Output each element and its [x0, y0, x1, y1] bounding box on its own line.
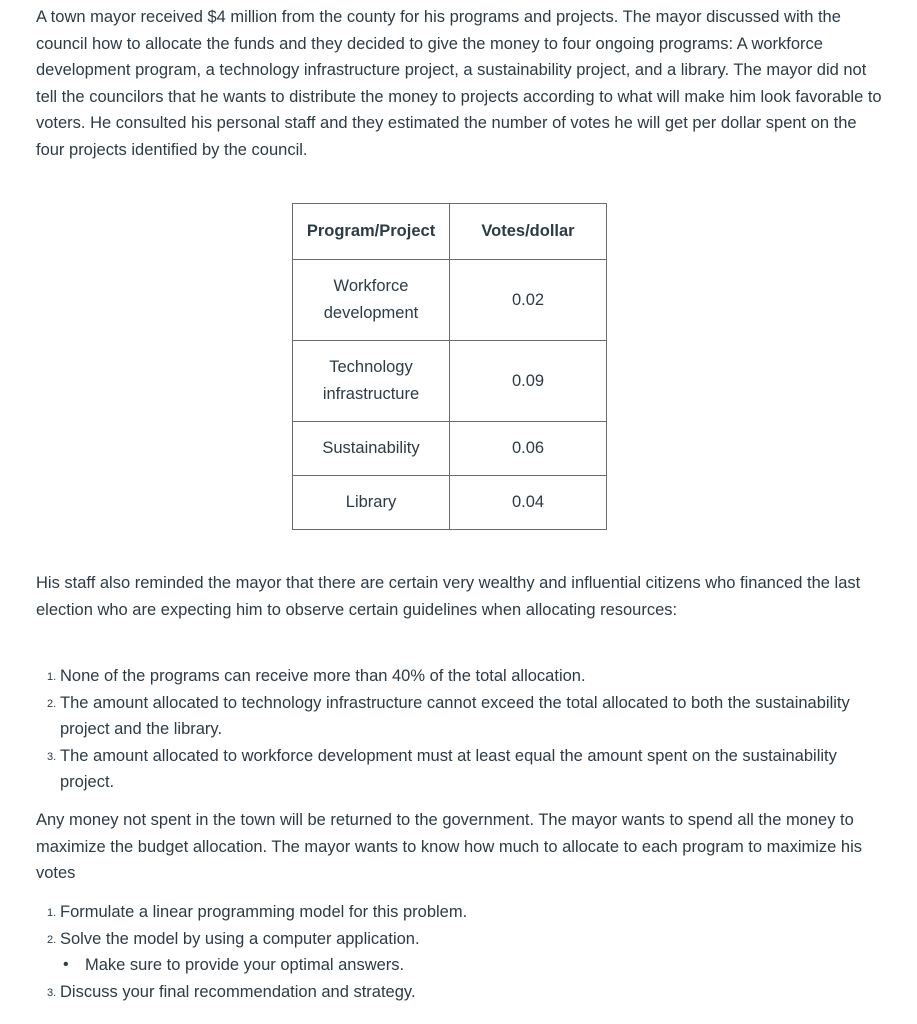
- list-number: 1.: [47, 907, 57, 919]
- list-item: [0, 899, 850, 926]
- list-item-text: Solve the model by using a computer application.: [60, 929, 420, 948]
- list-item: [0, 663, 850, 690]
- votes-cell: 0.02: [450, 260, 607, 341]
- list-number: 3.: [47, 750, 57, 763]
- program-cell: Library: [293, 476, 450, 530]
- votes-cell: 0.06: [450, 422, 607, 476]
- sub-list: [60, 952, 850, 979]
- sub-list-item: [60, 952, 875, 979]
- list-item: [0, 926, 850, 979]
- tasks-list: [0, 899, 850, 1005]
- header-votes: Votes/dollar: [450, 204, 607, 260]
- votes-cell: 0.09: [450, 341, 607, 422]
- list-item-text: None of the programs can receive more than 40% of the total allocation.: [60, 667, 586, 685]
- list-item-text: The amount allocated to technology infrastructure cannot exceed the total allocated to both the sustainability project and the library.: [60, 693, 850, 739]
- table-header-row: [293, 204, 607, 260]
- list-item: [0, 690, 850, 743]
- staff-note-paragraph: His staff also reminded the mayor that there are certain very wealthy and influential citizens who financed the last election who are expecting him to observe certain guidelines when allocating resources:: [36, 574, 861, 619]
- sub-list-item-text: Make sure to provide your optimal answers.: [85, 956, 405, 975]
- table-row: [293, 476, 607, 530]
- list-item-text: The amount allocated to workforce development must at least equal the amount spent on the sustainability project.: [60, 746, 837, 792]
- votes-cell: 0.04: [450, 476, 607, 530]
- list-item: [0, 979, 850, 1006]
- program-cell: Sustainability: [293, 422, 450, 476]
- program-cell: Technology infrastructure: [293, 341, 450, 422]
- closing-paragraph: Any money not spent in the town will be returned to the government. The mayor wants to spend all the money to maximize the budget allocation. The mayor wants to know how much to allocate to each program to maximize his votes: [36, 811, 863, 883]
- table-row: [293, 260, 607, 341]
- list-number: 2.: [47, 697, 57, 710]
- table-row: [293, 422, 607, 476]
- bullet-icon: •: [63, 956, 69, 974]
- list-item-text: Formulate a linear programming model for this problem.: [60, 903, 468, 921]
- list-number: 2.: [47, 933, 57, 946]
- header-program: Program/Project: [293, 204, 450, 260]
- intro-paragraph: A town mayor received $4 million from the county for his programs and projects. The mayor discussed with the council how to allocate the funds and they decided to give the money to four ongoing programs: A workforce development program, a technology infrastructure project, a sustainability project, and a library. The mayor did not tell the councilors that he wants to distribute the money to projects according to what will make him look favorable to voters. He consulted his personal staff and they estimated the number of votes he will get per dollar spent on the four projects identified by the council.: [36, 8, 882, 159]
- table-row: [293, 341, 607, 422]
- guidelines-list: [0, 663, 850, 796]
- list-number: 1.: [47, 671, 57, 683]
- list-item: [0, 743, 850, 796]
- votes-table: [292, 203, 607, 530]
- program-cell: Workforce development: [293, 260, 450, 341]
- list-number: 3.: [47, 986, 57, 999]
- list-item-text: Discuss your final recommendation and strategy.: [60, 982, 416, 1001]
